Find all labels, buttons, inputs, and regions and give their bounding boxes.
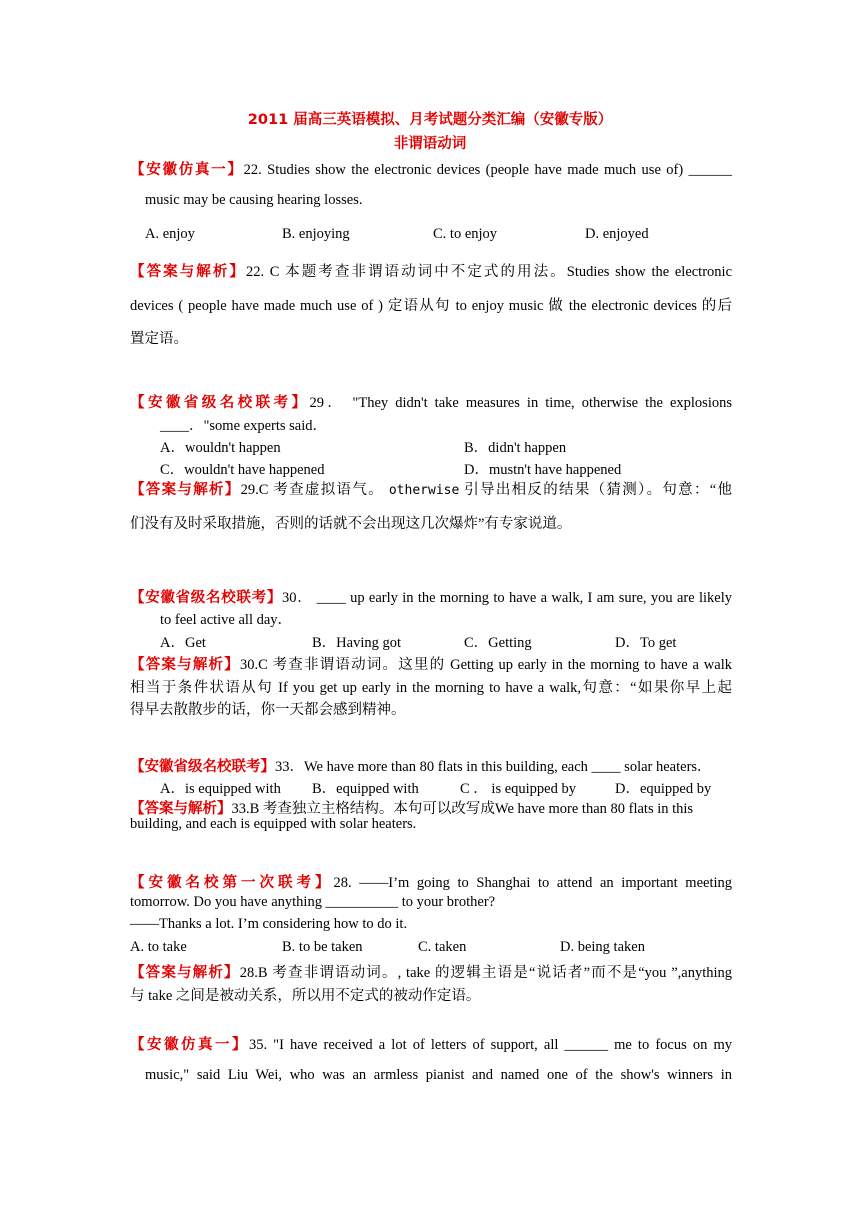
q29-stem-line2: ____．"some experts said． <box>160 418 328 434</box>
q28-option-a: A. to take <box>130 939 187 955</box>
q28-answer-line2: 与 take 之间是被动关系，所以用不定式的被动作定语。 <box>130 988 481 1004</box>
q22-answer-line2: devices ( people have made much use of ) 定语从句 to enjoy music 做 the electronic devices 的后 <box>130 298 732 314</box>
q22-answer-line1: 【答案与解析】22. C 本题考查非谓语动词中不定式的用法。Studies show the electronic <box>130 264 733 280</box>
q33-option-c: C ． is equipped by <box>460 781 576 797</box>
document-title: 2011 届高三英语模拟、月考试题分类汇编（安徽专版） <box>247 112 613 128</box>
q28-answer-tag: 【答案与解析】 <box>130 965 240 981</box>
q30-option-b: B．Having got <box>312 635 402 651</box>
q28-option-d: D. being taken <box>560 939 645 955</box>
q33-source-tag: 【安徽省级名校联考】 <box>130 759 275 775</box>
q22-option-d: D. enjoyed <box>585 226 649 242</box>
q33-option-d: D．equipped by <box>615 781 712 797</box>
q30-option-c: C．Getting <box>464 635 532 651</box>
q35-source-tag: 【安徽仿真一】 <box>130 1037 249 1053</box>
q28-answer-line1: 【答案与解析】28.B 考查非谓语动词。, take 的逻辑主语是“说话者”而不是“you ”,anything <box>130 965 733 981</box>
q28-stem-line1: 【安徽名校第一次联考】28. ——I’m going to Shanghai to attend an important meeting <box>130 875 733 891</box>
q30-stem-line2: to feel active all day． <box>160 612 293 628</box>
q30-stem-line1: 【安徽省级名校联考】30． ____ up early in the morning to have a walk, I am sure, you are likely <box>130 590 732 606</box>
q28-stem-line2: tomorrow. Do you have anything __________ to your brother? <box>130 894 496 910</box>
q22-source-tag: 【安徽仿真一】 <box>130 162 244 178</box>
q29-answer-tag: 【答案与解析】 <box>130 482 241 498</box>
q28-stem-line3: ——Thanks a lot. I’m considering how to do it. <box>130 916 408 932</box>
q33-stem-line1: 【安徽省级名校联考】33．We have more than 80 flats in this building, each ____ solar heaters． <box>130 759 712 775</box>
q29-answer-line2: 们没有及时采取措施，否则的话就不会出现这几次爆炸”有专家说道。 <box>130 516 572 532</box>
q30-answer-line3: 得早去散散步的话，你一天都会感到精神。 <box>130 702 406 718</box>
q33-answer-line1: 【答案与解析】33.B 考查独立主格结构。本句可以改写成We have more than 80 flats in this <box>130 801 694 817</box>
q30-source-tag: 【安徽省级名校联考】 <box>130 590 283 606</box>
q22-stem-line1: 【安徽仿真一】22. Studies show the electronic devices (people have made much use of) ______ <box>130 162 733 178</box>
q30-answer-line1: 【答案与解析】30.C 考查非谓语动词。这里的 Getting up early in the morning to have a walk <box>130 657 732 673</box>
q28-option-b: B. to be taken <box>282 939 363 955</box>
q22-stem-line2: music may be causing hearing losses. <box>145 192 363 208</box>
q22-option-a: A. enjoy <box>145 226 195 242</box>
q22-answer-line3: 置定语。 <box>130 331 188 347</box>
q22-option-b: B. enjoying <box>282 226 350 242</box>
q22-option-c: C. to enjoy <box>433 226 498 242</box>
q30-answer-tag: 【答案与解析】 <box>130 657 240 673</box>
q29-option-a: A．wouldn't happen <box>160 440 281 456</box>
q29-answer-line1: 【答案与解析】29.C 考查虚拟语气。 otherwise 引导出相反的结果（猜测）。句意：“他 <box>130 482 733 498</box>
q22-answer-tag: 【答案与解析】 <box>130 264 246 280</box>
q29-source-tag: 【安徽省级名校联考】 <box>130 395 310 411</box>
q29-stem-line1: 【安徽省级名校联考】29． "They didn't take measures in time, otherwise the explosions <box>130 395 732 411</box>
q30-option-d: D．To get <box>615 635 677 651</box>
q30-option-a: A．Get <box>160 635 206 651</box>
q29-option-b: B．didn't happen <box>464 440 567 456</box>
document-subtitle: 非谓语动词 <box>393 136 467 152</box>
q33-option-b: B．equipped with <box>312 781 419 797</box>
q33-option-a: A．is equipped with <box>160 781 281 797</box>
q29-option-d: D．mustn't have happened <box>464 462 622 478</box>
q30-answer-line2: 相当于条件状语从句 If you get up early in the morning to have a walk,句意：“如果你早上起 <box>130 680 732 696</box>
q33-answer-line2: building, and each is equipped with solar heaters. <box>130 816 417 832</box>
q29-option-c: C．wouldn't have happened <box>160 462 325 478</box>
q33-answer-tag: 【答案与解析】 <box>130 801 232 817</box>
q28-source-tag: 【安徽名校第一次联考】 <box>130 875 334 891</box>
q28-option-c: C. taken <box>418 939 467 955</box>
q35-stem-line2: music," said Liu Wei, who was an armless pianist and named one of the show's winners in <box>145 1067 732 1083</box>
q35-stem-line1: 【安徽仿真一】35. "I have received a lot of letters of support, all ______ me to focus on my <box>130 1037 732 1053</box>
